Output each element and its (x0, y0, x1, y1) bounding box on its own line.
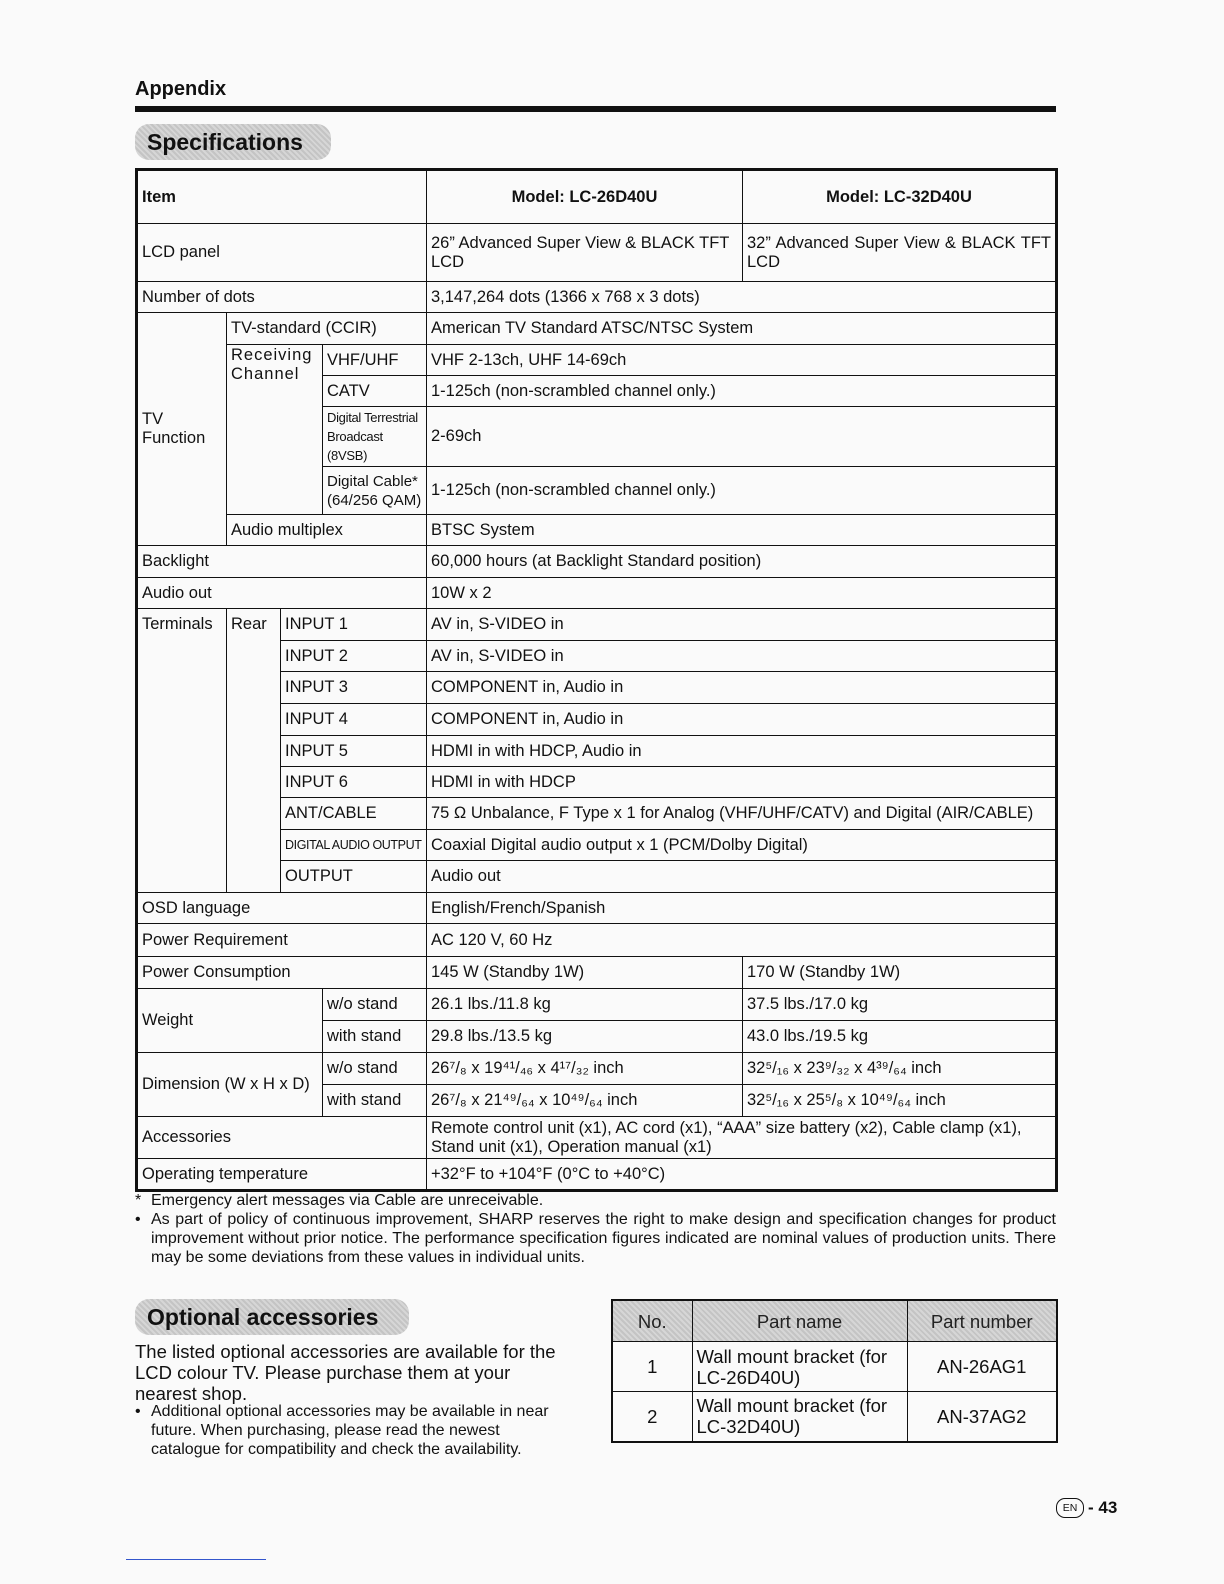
weight-label: Weight (137, 989, 323, 1053)
table-row (137, 989, 1057, 1021)
audio-out-value: 10W x 2 (427, 578, 1057, 609)
dimension-wo-a: 26⁷/₈ x 19⁴¹/₄₆ x 4¹⁷/₃₂ inch (427, 1053, 743, 1085)
table-row (137, 609, 1057, 641)
top-rule (135, 106, 1056, 112)
catv-value: 1-125ch (non-scrambled channel only.) (427, 376, 1057, 407)
lcd-panel-a: 26” Advanced Super View & BLACK TFT LCD (427, 224, 743, 282)
footnote (135, 1191, 1056, 1210)
power-requirement-value: AC 120 V, 60 Hz (427, 924, 1057, 957)
vhf-label: VHF/UHF (323, 345, 427, 376)
terminal-value: AV in, S-VIDEO in (427, 609, 1057, 641)
table-row (137, 170, 1057, 224)
bullet-marker: • (135, 1403, 141, 1420)
table-row (137, 313, 1057, 345)
terminal-value: COMPONENT in, Audio in (427, 672, 1057, 704)
terminal-value: AV in, S-VIDEO in (427, 641, 1057, 672)
weight-wo-b: 37.5 lbs./17.0 kg (743, 989, 1057, 1021)
optional-accessories-heading: Optional accessories (135, 1299, 409, 1335)
accessories-value: Remote control unit (x1), AC cord (x1), “AAA” size battery (x2), Cable clamp (x1), Stand unit (x1), Operation manual (x1) (427, 1117, 1057, 1159)
table-row (137, 578, 1057, 609)
dots-label: Number of dots (137, 282, 427, 313)
table-row (137, 546, 1057, 578)
table-row (137, 345, 1057, 376)
terminal-value: HDMI in with HDCP (427, 767, 1057, 798)
dimension-label: Dimension (W x H x D) (137, 1053, 323, 1117)
vhf-value: VHF 2-13ch, UHF 14-69ch (427, 345, 1057, 376)
table-row (137, 282, 1057, 313)
receiving-channel-label: Receiving Channel (227, 345, 323, 515)
table-row (137, 1159, 1057, 1191)
weight-w-label: with stand (323, 1021, 427, 1053)
power-consumption-label: Power Consumption (137, 957, 427, 989)
part-no: 1 (612, 1342, 692, 1392)
dimension-wo-label: w/o stand (323, 1053, 427, 1085)
dimension-w-a: 26⁷/₈ x 21⁴⁹/₆₄ x 10⁴⁹/₆₄ inch (427, 1085, 743, 1117)
terminal-name: INPUT 4 (281, 704, 427, 736)
tv-function-label: TV Function (137, 313, 227, 546)
terminal-name: OUTPUT (281, 861, 427, 893)
part-number-header: Part number (907, 1300, 1057, 1342)
part-name-header: Part name (692, 1300, 907, 1342)
osd-label: OSD language (137, 893, 427, 924)
terminals-label: Terminals (137, 609, 227, 893)
terminal-name: INPUT 1 (281, 609, 427, 641)
weight-w-b: 43.0 lbs./19.5 kg (743, 1021, 1057, 1053)
footnote (135, 1210, 1056, 1267)
footnote-text: Emergency alert messages via Cable are unreceivable. (151, 1192, 544, 1209)
specifications-table (135, 168, 1058, 1192)
table-row (137, 957, 1057, 989)
bullet-marker: • (135, 1211, 141, 1228)
footnotes (135, 1191, 1056, 1267)
dimension-w-b: 32⁵/₁₆ x 25⁵/₈ x 10⁴⁹/₆₄ inch (743, 1085, 1057, 1117)
digital-cable-value: 1-125ch (non-scrambled channel only.) (427, 467, 1057, 515)
digital-cable-label: Digital Cable* (64/256 QAM) (323, 467, 427, 515)
audio-multiplex-label: Audio multiplex (227, 515, 427, 546)
weight-w-a: 29.8 lbs./13.5 kg (427, 1021, 743, 1053)
rear-label: Rear (227, 609, 281, 893)
item-header: Item (137, 170, 427, 224)
footnote-text: As part of policy of continuous improvement, SHARP reserves the right to make design and specification changes for product improvement without prior notice. The performance specification figures indicated are nominal values of production units. There may be some deviations from these values in individual units. (151, 1211, 1056, 1266)
section-label: Appendix (135, 78, 227, 100)
terminal-value: HDMI in with HDCP, Audio in (427, 736, 1057, 767)
terminal-name: INPUT 6 (281, 767, 427, 798)
digital-terrestrial-value: 2-69ch (427, 407, 1057, 467)
terminal-value: Coaxial Digital audio output x 1 (PCM/Dolby Digital) (427, 830, 1057, 861)
dimension-w-label: with stand (323, 1085, 427, 1117)
table-row (137, 1117, 1057, 1159)
weight-wo-a: 26.1 lbs./11.8 kg (427, 989, 743, 1021)
optional-accessories-note-text: Additional optional accessories may be available in near future. When purchasing, please read the newest catalogue for compatibility and check the availability. (151, 1403, 549, 1458)
digital-terrestrial-label: Digital Terrestrial Broadcast (8VSB) (323, 407, 427, 467)
terminal-value: Audio out (427, 861, 1057, 893)
terminal-name: INPUT 5 (281, 736, 427, 767)
parts-table (611, 1299, 1058, 1443)
terminal-name: ANT/CABLE (281, 798, 427, 830)
part-name: Wall mount bracket (for LC-26D40U) (692, 1342, 907, 1392)
table-row (612, 1392, 1057, 1442)
table-row (612, 1342, 1057, 1392)
operating-temperature-label: Operating temperature (137, 1159, 427, 1191)
catv-label: CATV (323, 376, 427, 407)
power-consumption-b: 170 W (Standby 1W) (743, 957, 1057, 989)
terminal-name: INPUT 2 (281, 641, 427, 672)
table-row (137, 893, 1057, 924)
footer-line (126, 1559, 266, 1560)
table-row (137, 1053, 1057, 1085)
model-a-header: Model: LC-26D40U (427, 170, 743, 224)
page-number (1056, 1498, 1117, 1518)
terminal-value: 75 Ω Unbalance, F Type x 1 for Analog (VHF/UHF/CATV) and Digital (AIR/CABLE) (427, 798, 1057, 830)
table-row (137, 224, 1057, 282)
osd-value: English/French/Spanish (427, 893, 1057, 924)
backlight-value: 60,000 hours (at Backlight Standard position) (427, 546, 1057, 578)
dots-value: 3,147,264 dots (1366 x 768 x 3 dots) (427, 282, 1057, 313)
page-number-text: - 43 (1088, 1498, 1118, 1517)
accessories-label: Accessories (137, 1117, 427, 1159)
power-consumption-a: 145 W (Standby 1W) (427, 957, 743, 989)
backlight-label: Backlight (137, 546, 427, 578)
terminal-name: DIGITAL AUDIO OUTPUT (281, 830, 427, 861)
table-row (612, 1300, 1057, 1342)
asterisk-marker: * (135, 1192, 142, 1209)
part-no: 2 (612, 1392, 692, 1442)
audio-out-label: Audio out (137, 578, 427, 609)
audio-multiplex-value: BTSC System (427, 515, 1057, 546)
part-number: AN-26AG1 (907, 1342, 1057, 1392)
part-number: AN-37AG2 (907, 1392, 1057, 1442)
model-b-header: Model: LC-32D40U (743, 170, 1057, 224)
lcd-panel-label: LCD panel (137, 224, 427, 282)
operating-temperature-value: +32°F to +104°F (0°C to +40°C) (427, 1159, 1057, 1191)
dimension-wo-b: 32⁵/₁₆ x 23⁹/₃₂ x 4³⁹/₆₄ inch (743, 1053, 1057, 1085)
lcd-panel-b: 32” Advanced Super View & BLACK TFT LCD (743, 224, 1057, 282)
language-badge: EN (1056, 1498, 1084, 1518)
tv-standard-label: TV-standard (CCIR) (227, 313, 427, 345)
specifications-heading: Specifications (135, 124, 331, 160)
power-requirement-label: Power Requirement (137, 924, 427, 957)
table-row (137, 515, 1057, 546)
part-name: Wall mount bracket (for LC-32D40U) (692, 1392, 907, 1442)
optional-accessories-note (135, 1402, 565, 1459)
weight-wo-label: w/o stand (323, 989, 427, 1021)
optional-accessories-intro: The listed optional accessories are available for the LCD colour TV. Please purchase them at your nearest shop. (135, 1341, 556, 1404)
terminal-name: INPUT 3 (281, 672, 427, 704)
terminal-value: COMPONENT in, Audio in (427, 704, 1057, 736)
tv-standard-value: American TV Standard ATSC/NTSC System (427, 313, 1057, 345)
table-row (137, 924, 1057, 957)
no-header: No. (612, 1300, 692, 1342)
